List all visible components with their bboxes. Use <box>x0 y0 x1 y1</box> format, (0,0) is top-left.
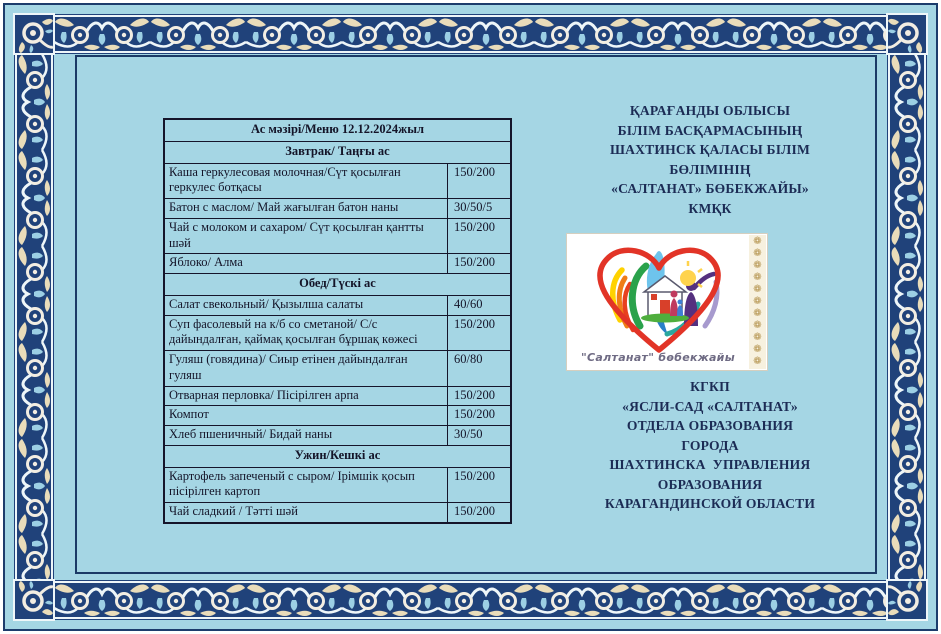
portion-cell: 150/200 <box>448 163 512 199</box>
portion-cell: 150/200 <box>448 315 512 351</box>
portion-cell: 150/200 <box>448 218 512 254</box>
section-header-row <box>164 274 511 296</box>
rosette-icon: ❁ <box>753 296 762 307</box>
dish-cell: Чай с молоком и сахаром/ Сүт қосылған қантты шәй <box>164 218 448 254</box>
section-dinner: Ужин/Кешкі ас <box>164 445 511 467</box>
portion-cell: 30/50 <box>448 426 512 446</box>
dish-cell: Суп фасолевый на к/б со сметаной/ С/с дайындалған, қаймақ қосылған бұршақ көжесі <box>164 315 448 351</box>
org-name-line: ШАХТИНСК ҚАЛАСЫ БІЛІМ <box>609 142 811 157</box>
table-row <box>164 163 511 199</box>
table-row <box>164 406 511 426</box>
portion-cell: 30/50/5 <box>448 199 512 219</box>
sun-icon <box>680 270 696 286</box>
table-row <box>164 218 511 254</box>
table-row <box>164 351 511 387</box>
org-name-line: «ЯСЛИ-САД «САЛТАНАТ» <box>622 398 798 414</box>
dish-cell: Гуляш (говядина)/ Сиыр етінен дайындалған гуляш <box>164 351 448 387</box>
portion-cell: 60/80 <box>448 351 512 387</box>
heart-logo-icon <box>569 234 749 368</box>
menu-title: Ас мәзірі/Меню 12.12.2024жыл <box>164 119 511 141</box>
section-header-row <box>164 445 511 467</box>
rosette-icon: ❁ <box>753 320 762 331</box>
child-figure-head <box>678 300 683 305</box>
table-row <box>164 503 511 523</box>
portion-cell: 150/200 <box>448 386 512 406</box>
portion-cell: 40/60 <box>448 295 512 315</box>
dish-cell: Отварная перловка/ Пісірілген арпа <box>164 386 448 406</box>
dish-cell: Картофель запеченый с сыром/ Ірімшік қосып пісірілген картоп <box>164 467 448 503</box>
portion-cell: 150/200 <box>448 254 512 274</box>
rosette-icon: ❁ <box>753 284 762 295</box>
rosette-icon: ❁ <box>753 236 762 247</box>
org-name-line: ОТДЕЛА ОБРАЗОВАНИЯ <box>626 418 794 433</box>
org-name-line: ОБРАЗОВАНИЯ <box>657 476 763 492</box>
parent-figure-head <box>671 291 678 298</box>
dish-cell: Чай сладкий / Тәтті шәй <box>164 503 448 523</box>
purple-figure-arm <box>694 274 714 288</box>
rosette-icon: ❁ <box>753 308 762 319</box>
portion-cell: 150/200 <box>448 406 512 426</box>
logo-caption: "Салтанат" бөбекжайы <box>581 351 735 364</box>
dish-cell: Каша геркулесовая молочная/Сүт қосылған геркулес ботқасы <box>164 163 448 199</box>
portion-cell: 150/200 <box>448 467 512 503</box>
org-name-russian <box>540 377 880 514</box>
dish-cell: Компот <box>164 406 448 426</box>
logo-ornament-strip <box>749 235 766 369</box>
org-name-line: «САЛТАНАТ» БӨБЕКЖАЙЫ» <box>611 181 809 196</box>
org-name-line: ШАХТИНСКА УПРАВЛЕНИЯ <box>609 457 811 472</box>
section-lunch: Обед/Түскі ас <box>164 274 511 296</box>
rosette-icon: ❁ <box>753 260 762 271</box>
rosette-icon: ❁ <box>753 332 762 343</box>
table-row <box>164 315 511 351</box>
section-header-row <box>164 141 511 163</box>
portion-cell: 150/200 <box>448 503 512 523</box>
kindergarten-logo <box>566 233 768 371</box>
table-row <box>164 426 511 446</box>
house-window <box>651 294 657 300</box>
table-row <box>164 199 511 219</box>
org-name-line: БӨЛІМІНІҢ <box>669 161 751 177</box>
org-name-line: КАРАГАНДИНСКОЙ ОБЛАСТИ <box>604 496 816 511</box>
rosette-icon: ❁ <box>753 344 762 355</box>
table-row <box>164 467 511 503</box>
org-name-kazakh <box>540 101 880 218</box>
table-row <box>164 386 511 406</box>
rosette-icon: ❁ <box>753 356 762 367</box>
table-title-row <box>164 119 511 141</box>
org-name-line: БІЛІМ БАСҚАРМАСЫНЫҢ <box>617 122 803 138</box>
rosette-icon: ❁ <box>753 272 762 283</box>
dish-cell: Яблоко/ Алма <box>164 254 448 274</box>
section-breakfast: Завтрак/ Таңғы ас <box>164 141 511 163</box>
dish-cell: Салат свекольный/ Қызылша салаты <box>164 295 448 315</box>
rosette-icon: ❁ <box>753 248 762 259</box>
menu-table <box>163 118 512 524</box>
table-row <box>164 254 511 274</box>
org-name-line: ГОРОДА <box>681 437 739 453</box>
table-row <box>164 295 511 315</box>
dish-cell: Хлеб пшеничный/ Бидай наны <box>164 426 448 446</box>
org-name-line: ҚАРАҒАНДЫ ОБЛЫСЫ <box>629 103 791 118</box>
dish-cell: Батон с маслом/ Май жағылған батон наны <box>164 199 448 219</box>
org-name-line: КМҚК <box>688 200 732 216</box>
org-name-line: КГКП <box>690 379 730 394</box>
